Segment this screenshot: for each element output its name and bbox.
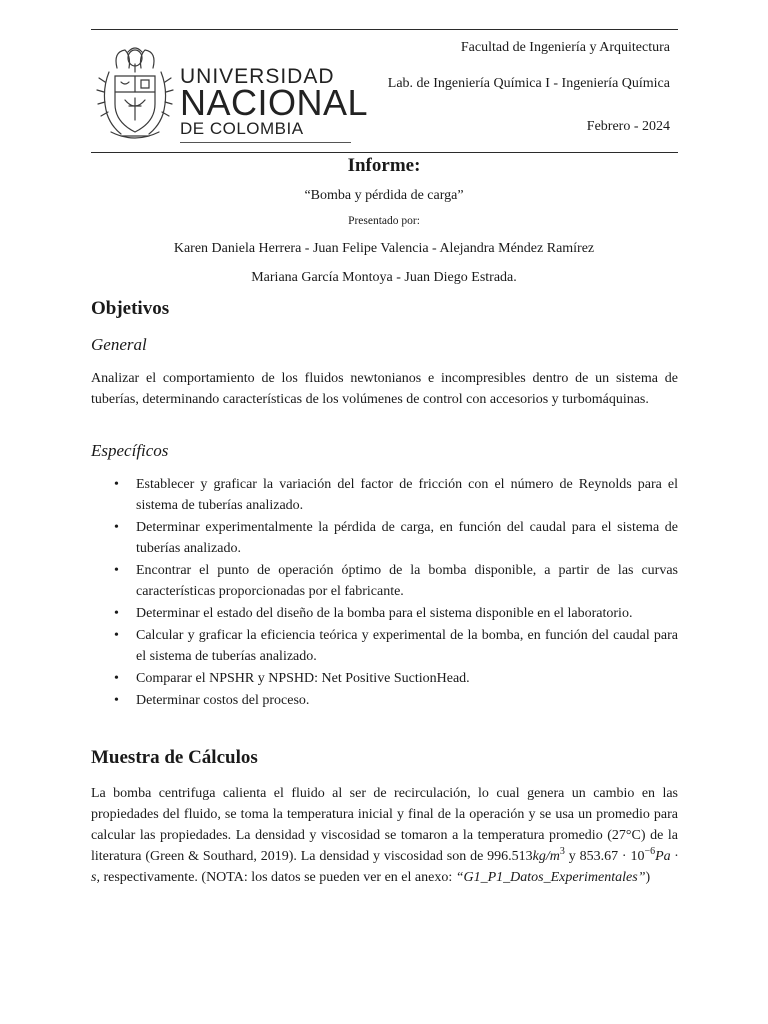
viscosity-exponent: −6 (644, 846, 656, 857)
bullet-icon: • (114, 671, 119, 686)
calc-text-part1: La bomba centrifuga calienta el fluido al ser de recirculación, lo cual genera un cambio en las propiedades del fluido, se toma la temperatura inicial y final de la operación y se usa un promedio para calcular las propiedades. La densidad y viscosidad se tomaron a la temperatura promedio (27°C) de la literatura (Green & Southard, 2019). La densidad y viscosidad son de (91, 786, 678, 864)
authors-line-2: Mariana García Montoya - Juan Diego Estrada. (251, 270, 517, 285)
header-date: Febrero - 2024 (586, 119, 670, 134)
calculations-paragraph (91, 783, 678, 888)
calc-text-part3: ) (645, 870, 651, 885)
university-name-line2: NACIONAL (180, 82, 369, 123)
bullet-icon: • (114, 628, 119, 643)
specific-heading: Específicos (91, 441, 169, 460)
bullet-icon: • (114, 693, 119, 708)
header-bottom-rule (91, 152, 678, 153)
bullet-icon: • (114, 520, 119, 535)
general-heading: General (91, 335, 147, 354)
university-logo (95, 42, 369, 146)
specific-objectives-list (91, 474, 678, 711)
university-crest-icon (95, 42, 175, 146)
viscosity-unit: Pa · s (91, 849, 678, 885)
list-item (91, 517, 678, 559)
general-objective-text: Analizar el comportamiento de los fluidos newtonianos e incompresibles dentro de un sistema de tuberías, determinando características de los volúmenes de control con accesorios y turbomáquinas. (91, 371, 678, 407)
list-item (91, 625, 678, 667)
list-item-text: Calcular y graficar la eficiencia teórica y experimental de la bomba, en función del caudal para el sistema de tuberías analizado. (136, 628, 678, 664)
objectives-heading: Objetivos (91, 298, 170, 319)
header-faculty: Facultad de Ingeniería y Arquitectura (460, 40, 670, 55)
header-lab: Lab. de Ingeniería Química I - Ingeniería Química (387, 76, 670, 91)
university-name-line1: UNIVERSIDAD (180, 65, 335, 88)
list-item (91, 668, 678, 689)
list-item-text: Determinar experimentalmente la pérdida de carga, en función del caudal para el sistema de tuberías analizado. (136, 520, 678, 556)
report-title: Informe: (347, 155, 421, 176)
viscosity-value: 853.67 · 10 (579, 849, 645, 864)
density-exponent: 3 (559, 846, 565, 857)
calculations-heading: Muestra de Cálculos (91, 747, 258, 768)
list-item (91, 690, 678, 711)
bullet-icon: • (114, 563, 119, 578)
list-item-text: Determinar costos del proceso. (136, 693, 310, 708)
list-item (91, 560, 678, 602)
report-subtitle: “Bomba y pérdida de carga” (304, 188, 464, 203)
bullet-icon: • (114, 477, 119, 492)
density-unit: kg/m (532, 849, 560, 864)
list-item-text: Comparar el NPSHR y NPSHD: Net Positive SuctionHead. (136, 671, 470, 686)
density-value: 996.513 (487, 849, 533, 864)
list-item (91, 603, 678, 624)
list-item (91, 474, 678, 516)
calc-text-part2: , respectivamente. (NOTA: los datos se pueden ver en el anexo: (96, 870, 456, 885)
university-name-line3: DE COLOMBIA (180, 119, 304, 138)
list-item-text: Determinar el estado del diseño de la bomba para el sistema disponible en el laboratorio. (136, 606, 633, 621)
presented-by-label: Presentado por: (348, 215, 420, 227)
authors-line-1: Karen Daniela Herrera - Juan Felipe Valencia - Alejandra Méndez Ramírez (173, 241, 595, 256)
wordmark-underline (180, 142, 351, 143)
annex-name: “G1_P1_Datos_Experimentales” (455, 870, 646, 885)
calc-text-and: y (564, 849, 580, 864)
bullet-icon: • (114, 606, 119, 621)
header-top-rule (91, 29, 678, 30)
list-item-text: Encontrar el punto de operación óptimo de la bomba disponible, a partir de las curvas características proporcionadas por el fabricante. (136, 563, 678, 599)
list-item-text: Establecer y graficar la variación del factor de fricción con el número de Reynolds para el sistema de tuberías analizado. (136, 477, 678, 513)
